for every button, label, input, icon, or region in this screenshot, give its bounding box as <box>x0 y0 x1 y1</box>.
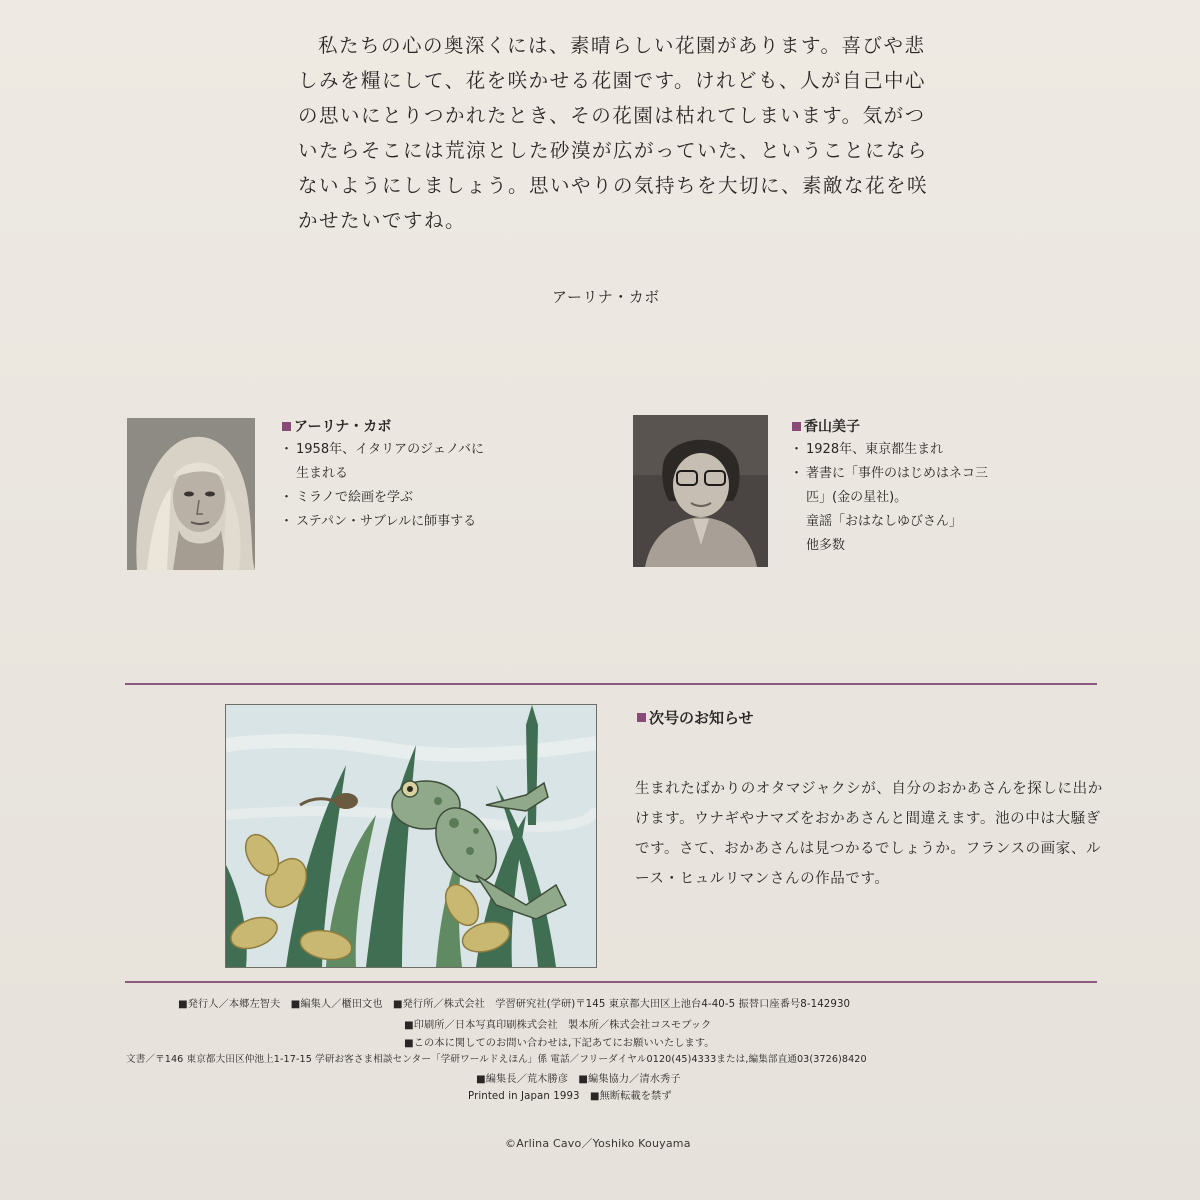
colophon-line: ■発行人／本郷左智夫 ■編集人／櫃田文也 ■発行所／株式会社 学習研究社(学研)〒145 東京都大田区上池台4-40-5 振替口座番号8-142930 <box>178 999 851 1010</box>
author-bio-arlina <box>284 438 484 534</box>
bio-line: ・ 著書に「事件のはじめはネコ三 <box>794 462 988 486</box>
bio-line: ・ ミラノで絵画を学ぶ <box>284 486 484 510</box>
bio-line: 匹」(金の星社)。 <box>806 490 908 505</box>
purple-square-icon <box>792 422 801 431</box>
bio-line: 童謡「おはなしゆびさん」 <box>806 514 963 529</box>
author-name-text: アーリナ・カボ <box>294 419 392 435</box>
intro-paragraph: 私たちの心の奥深くには、素晴らしい花園があります。喜びや悲しみを糧にして、花を咲かせる花園です。けれども、人が自己中心の思いにとりつかれたとき、その花園は枯れてしまいます。気がついたらそこには荒涼とした砂漠が広がっていた、ということにならないようにしましょう。思いやりの気持ちを大切に、素敵な花を咲かせたいですね。 <box>298 34 929 232</box>
next-issue-illustration <box>225 704 597 968</box>
bio-line: ・ ステパン・サブレルに師事する <box>284 510 484 534</box>
next-issue-description: 生まれたばかりのオタマジャクシが、自分のおかあさんを探しに出かけます。ウナギやナマズをおかあさんと間違えます。池の中は大騒ぎです。さて、おかあさんは見つかるでしょうか。フランスの画家、ルース・ヒュルリマンさんの作品です。 <box>635 781 1103 887</box>
copyright-notice: ©Arlina Cavo／Yoshiko Kouyama <box>505 1137 691 1150</box>
author-name-arlina <box>282 416 391 436</box>
author-name-text: 香山美子 <box>804 419 860 435</box>
bio-line: ・ 1928年、東京都生まれ <box>794 438 988 462</box>
section-divider-bottom <box>125 981 1097 983</box>
next-issue-title: 次号のお知らせ <box>649 709 754 727</box>
colophon-line: ■この本に関してのお問い合わせは,下記あてにお願いいたします。 <box>404 1038 715 1049</box>
purple-square-icon <box>637 713 646 722</box>
intro-signature: アーリナ・カボ <box>552 288 660 306</box>
colophon-line: ■印刷所／日本写真印刷株式会社 製本所／株式会社コスモブック <box>404 1020 712 1031</box>
next-issue-heading <box>637 707 754 728</box>
bio-line: 他多数 <box>806 538 846 553</box>
author-name-kouyama <box>792 416 860 436</box>
colophon-line: ■編集長／荒木勝彦 ■編集協力／清水秀子 <box>476 1074 681 1085</box>
bio-line: 生まれる <box>296 466 349 481</box>
bio-line: ・ 1958年、イタリアのジェノバに <box>284 438 484 462</box>
author-photo-arlina <box>127 418 255 570</box>
purple-square-icon <box>282 422 291 431</box>
author-photo-kouyama <box>633 415 768 567</box>
colophon-line: 文書／〒146 東京都大田区仲池上1-17-15 学研お客さま相談センター「学研ワールドえほん」係 電話／フリーダイヤル0120(45)4333または,編集部直通03(3726)8420 <box>126 1054 867 1065</box>
colophon-line: Printed in Japan 1993 ■無断転載を禁ず <box>468 1091 672 1102</box>
author-bio-kouyama <box>794 438 988 558</box>
section-divider-top <box>125 683 1097 685</box>
